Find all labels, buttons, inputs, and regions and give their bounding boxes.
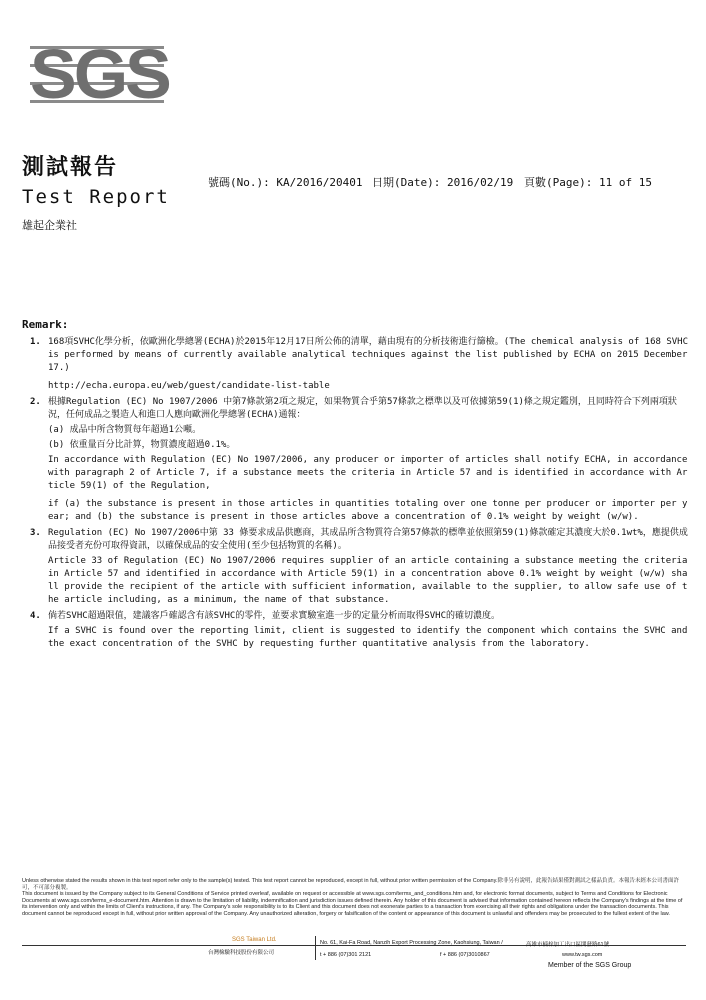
remark-paragraph: Article 33 of Regulation (EC) No 1907/2006 requires supplier of an article containing a substance meeting the criteria in Article 57 and identified in accordance with Article 59(1) in a concentration above 0.1% weight by weight (w/w) shall provide the recipient of the article with sufficient information, available to the supplier, to allow safe use of the article including, as a minimum, the name of that substance.: [48, 556, 688, 605]
legal-disclaimer: [22, 878, 684, 918]
remark-paragraph: In accordance with Regulation (EC) No 1907/2006, any producer or importer of articles shall notify ECHA, in accordance with paragraph 2 of Article 7, if a substance meets the criteria in Article 57 and is identified in accordance with Article 59(1) of the Regulation,: [48, 455, 688, 491]
company-phone: t + 886 (07)301 2121: [320, 952, 372, 958]
remark-item: [30, 336, 690, 393]
remark-item-number: 4.: [30, 611, 41, 621]
sgs-group-member: Member of the SGS Group: [548, 962, 632, 969]
report-title-chinese: 測試報告: [22, 154, 119, 180]
sgs-logo: [30, 35, 169, 113]
remark-heading: Remark:: [22, 318, 69, 331]
remark-item-number: 1.: [30, 337, 41, 347]
report-number: 號碼(No.): KA/2016/20401: [208, 176, 363, 189]
report-title-english: Test Report: [22, 186, 170, 208]
company-address-chinese: 高雄市楠梓加工出口區開發路61號: [526, 942, 610, 948]
remark-item-number: 2.: [30, 397, 41, 407]
company-name-chinese: 台灣檢驗科技股份有限公司: [208, 950, 275, 956]
client-name: 雄起企業社: [22, 219, 77, 232]
remark-paragraph: (a) 成品中所含物質每年超過1公噸。: [48, 425, 202, 435]
company-website[interactable]: www.tw.sgs.com: [562, 952, 603, 958]
remark-paragraph: Regulation (EC) No 1907/2006中第 33 條要求成品供應商，其成品所含物質符合第57條款的標準並依照第59(1)條款確定其濃度大於0.1wt%，應提供成品接受者充份可取得資訊，以確保成品的安全使用(至少包括物質的名稱)。: [48, 528, 688, 551]
remark-paragraph: (b) 依重量百分比計算，物質濃度超過0.1%。: [48, 440, 236, 450]
remark-item: [30, 610, 690, 651]
remark-paragraph: 倘若SVHC超過限值，建議客戶確認含有該SVHC的零件，並要求實驗室進一步的定量分析而取得SVHC的確切濃度。: [48, 611, 501, 621]
page-number: 頁數(Page): 11 of 15: [524, 176, 652, 189]
remark-list: [30, 333, 690, 653]
remark-item-number: 3.: [30, 528, 41, 538]
remark-paragraph: 168項SVHC化學分析，依歐洲化學總署(ECHA)於2015年12月17日所公佈的清單，藉由現有的分析技術進行篩檢。(The chemical analysis of 168 SVHC is performed by means of currently available analytical techniques against the list published by ECHA on 2015 December 17.): [48, 337, 689, 373]
disclaimer-paragraph: Unless otherwise stated the results shown in this test report refer only to the sample(s) tested. This test report cannot be reproduced, except in full, without prior written permission of the Company.除非另有說明，此報告結果僅對測試之樣品負責。本報告未經本公司書面許可，不可部分複製。: [22, 878, 679, 891]
company-fax: f + 886 (07)3010867: [440, 952, 490, 958]
sgs-logo-text: SGS: [30, 35, 169, 113]
company-name-english: SGS Taiwan Ltd.: [232, 937, 277, 943]
remark-item: [30, 527, 690, 607]
remark-paragraph: If a SVHC is found over the reporting limit, client is suggested to identify the component which contains the SVHC and the exact concentration of the SVHC by requesting further quantitative analysis from the laboratory.: [48, 626, 688, 649]
company-address: No. 61, Kai-Fa Road, Nanzih Export Processing Zone, Kaohsiung, Taiwan /: [320, 940, 503, 946]
disclaimer-paragraph: This document is issued by the Company subject to its General Conditions of Service printed overleaf, available on request or accessible at www.sgs.com/terms_and_conditions.htm and, for electronic format documents, subject to Terms and Conditions for Electronic Documents at www.sgs.com/terms_e-document.htm. Attention is drawn to the limitation of liability, indemnification and jurisdiction issues defined therein. Any holder of this document is advised that information contained hereon reflects the Company's findings at the time of its intervention only and within the limits of Client's instructions, if any. The Company's sole responsibility is to its Client and this document does not exonerate parties to a transaction from exercising all their rights and obligations under the transaction documents. This document cannot be reproduced except in full, without prior written approval of the Company. Any unauthorized alteration, forgery or falsification of the content or appearance of this document is unlawful and offenders may be prosecuted to the fullest extent of the law.: [22, 891, 683, 917]
echa-link[interactable]: http://echa.europa.eu/web/guest/candidate-list-table: [48, 381, 330, 391]
remark-item: [30, 396, 690, 524]
remark-paragraph: 根據Regulation (EC) No 1907/2006 中第7條款第2項之規定，如果物質合乎第57條款之標準以及可依據第59(1)條之規定鑑別，且同時符合下列兩項狀況，任何成品之製造人和進口人應向歐洲化學總署(ECHA)通報：: [48, 397, 677, 420]
footer-separator: [315, 936, 316, 960]
report-date: 日期(Date): 2016/02/19: [372, 176, 514, 189]
remark-paragraph: if (a) the substance is present in those articles in quantities totaling over one tonne per producer or importer per year; and (b) the substance is present in those articles above a concentration of 0.1% weight by weight (w/w).: [48, 499, 688, 522]
